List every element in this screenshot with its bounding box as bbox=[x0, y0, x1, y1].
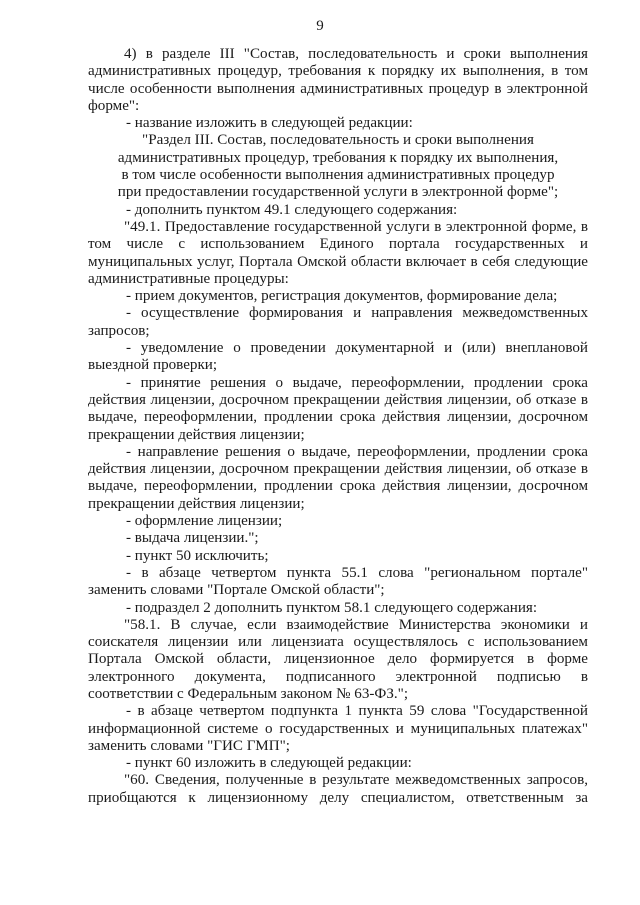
text-line: выдаче, переоформлении, продлении срока действия лицензии, досрочном bbox=[88, 478, 588, 495]
text-line: - дополнить пунктом 49.1 следующего содержания: bbox=[126, 201, 458, 218]
text-line: том числе с использованием Единого портала государственных и bbox=[88, 236, 588, 253]
text-line: при предоставлении государственной услуги в электронной форме"; bbox=[117, 184, 559, 201]
text-line: "Раздел III. Состав, последовательность и сроки выполнения bbox=[142, 132, 534, 149]
text-line: - выдача лицензии."; bbox=[126, 530, 259, 547]
text-line: приобщаются к лицензионному делу специалистом, ответственным за bbox=[88, 789, 588, 806]
text-line: - оформление лицензии; bbox=[126, 513, 283, 530]
page-number: 9 bbox=[316, 18, 324, 34]
text-line: - в абзаце четвертом подпункта 1 пункта 59 слова "Государственной bbox=[126, 703, 588, 720]
text-line: Портала Омской области, лицензионное дело формируется в форме bbox=[88, 651, 588, 668]
text-line: - прием документов, регистрация документов, формирование дела; bbox=[126, 288, 558, 305]
text-line: форме": bbox=[88, 97, 140, 114]
text-line: - уведомление о проведении документарной и (или) внеплановой bbox=[126, 340, 588, 357]
text-line: запросов; bbox=[88, 322, 150, 339]
text-line: 4) в разделе III "Состав, последовательность и сроки выполнения bbox=[124, 46, 588, 62]
text-line: выездной проверки; bbox=[88, 357, 218, 374]
text-line: действия лицензии, досрочном прекращении действия лицензии, об отказе в bbox=[88, 461, 588, 478]
text-line: административные процедуры: bbox=[88, 270, 289, 287]
text-line: прекращении действия лицензии; bbox=[88, 426, 305, 443]
text-line: "60. Сведения, полученные в результате межведомственных запросов, bbox=[124, 772, 588, 789]
text-line: в том числе особенности выполнения административных процедур bbox=[121, 167, 555, 184]
text-line: - направление решения о выдаче, переоформлении, продлении срока bbox=[126, 443, 588, 460]
text-line: - пункт 60 изложить в следующей редакции: bbox=[126, 755, 412, 772]
text-line: административных процедур, требования к порядку их выполнения, в том bbox=[88, 63, 588, 80]
text-line: "58.1. В случае, если взаимодействие Министерства экономики и bbox=[124, 616, 588, 633]
text-line: - пункт 50 исключить; bbox=[126, 547, 269, 564]
text-line: информационной системе о государственных и муниципальных платежах" bbox=[88, 720, 588, 737]
document-body bbox=[88, 46, 588, 807]
text-line: прекращении действия лицензии; bbox=[88, 495, 305, 512]
text-line: заменить словами "Портале Омской области"; bbox=[88, 582, 385, 599]
text-line: электронного документа, подписанного электронной подписью в bbox=[88, 668, 588, 685]
text-line: - принятие решения о выдаче, переоформлении, продлении срока bbox=[126, 374, 588, 391]
text-line: числе особенности выполнения административных процедур в электронной bbox=[88, 80, 588, 97]
text-line: - название изложить в следующей редакции: bbox=[126, 115, 413, 132]
text-line: заменить словами "ГИС ГМП"; bbox=[88, 737, 290, 754]
text-line: соответствии с Федеральным законом № 63-ФЗ."; bbox=[88, 685, 409, 702]
text-line: соискателя лицензии или лицензиата осуществлялось с использованием bbox=[88, 634, 588, 651]
text-line: - в абзаце четвертом пункта 55.1 слова "региональном портале" bbox=[126, 564, 588, 581]
text-line: выдаче, переоформлении, продлении срока действия лицензии, досрочном bbox=[88, 409, 588, 426]
text-line: действия лицензии, досрочном прекращении действия лицензии, об отказе в bbox=[88, 391, 588, 408]
text-line: административных процедур, требования к порядку их выполнения, bbox=[117, 149, 559, 166]
text-line: - подраздел 2 дополнить пунктом 58.1 следующего содержания: bbox=[126, 599, 538, 616]
text-line: муниципальных услуг, Портала Омской области включает в себя следующие bbox=[88, 253, 588, 270]
text-line: - осуществление формирования и направления межведомственных bbox=[126, 305, 588, 322]
text-line: "49.1. Предоставление государственной услуги в электронной форме, в bbox=[124, 218, 588, 235]
